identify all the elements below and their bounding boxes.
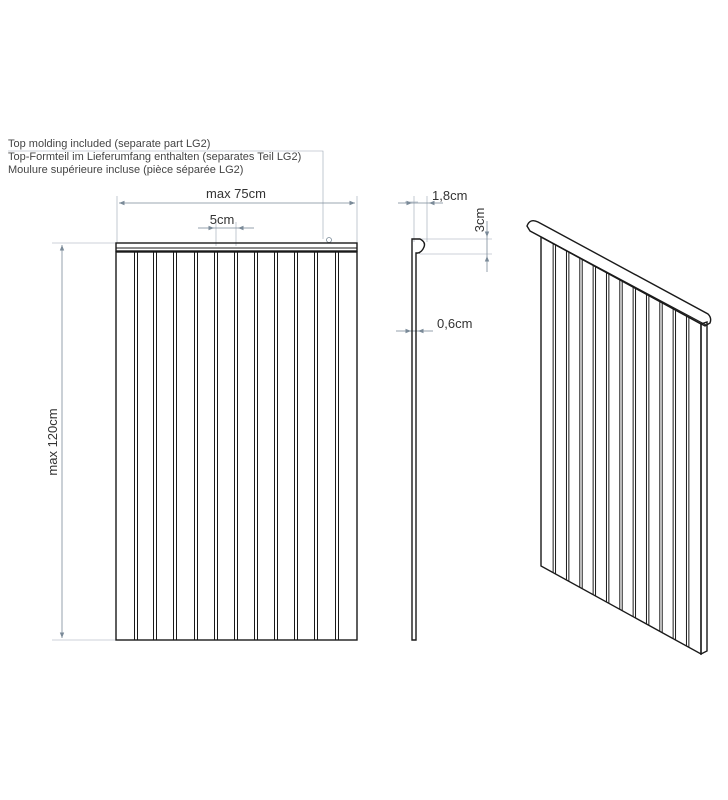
height-label: max 120cm bbox=[45, 408, 60, 476]
width-label: max 75cm bbox=[206, 186, 266, 201]
thickness-label: 0,6cm bbox=[437, 316, 473, 331]
persp-slats bbox=[553, 244, 689, 648]
side-view bbox=[396, 188, 492, 640]
front-view bbox=[45, 186, 357, 640]
molding-height-label: 3cm bbox=[472, 207, 487, 233]
callout-line-en: Top molding included (separate part LG2) bbox=[8, 138, 211, 150]
callout-line-de: Top-Formteil im Lieferumfang enthalten (separates Teil LG2) bbox=[8, 151, 302, 163]
molding-depth-label: 1,8cm bbox=[432, 188, 468, 203]
front-slats bbox=[135, 252, 339, 640]
callout-line-fr: Moulure supérieure incluse (pièce séparée LG2) bbox=[8, 164, 244, 176]
callout-point bbox=[327, 238, 332, 243]
persp-top-molding bbox=[527, 221, 711, 326]
front-top-molding bbox=[116, 243, 357, 251]
persp-panel-side bbox=[701, 322, 707, 654]
side-profile bbox=[412, 239, 425, 640]
molding-callout bbox=[8, 138, 332, 243]
persp-panel bbox=[541, 237, 701, 654]
perspective-view bbox=[527, 221, 711, 654]
slat-width-label: 5cm bbox=[209, 212, 235, 227]
front-panel bbox=[116, 252, 357, 640]
